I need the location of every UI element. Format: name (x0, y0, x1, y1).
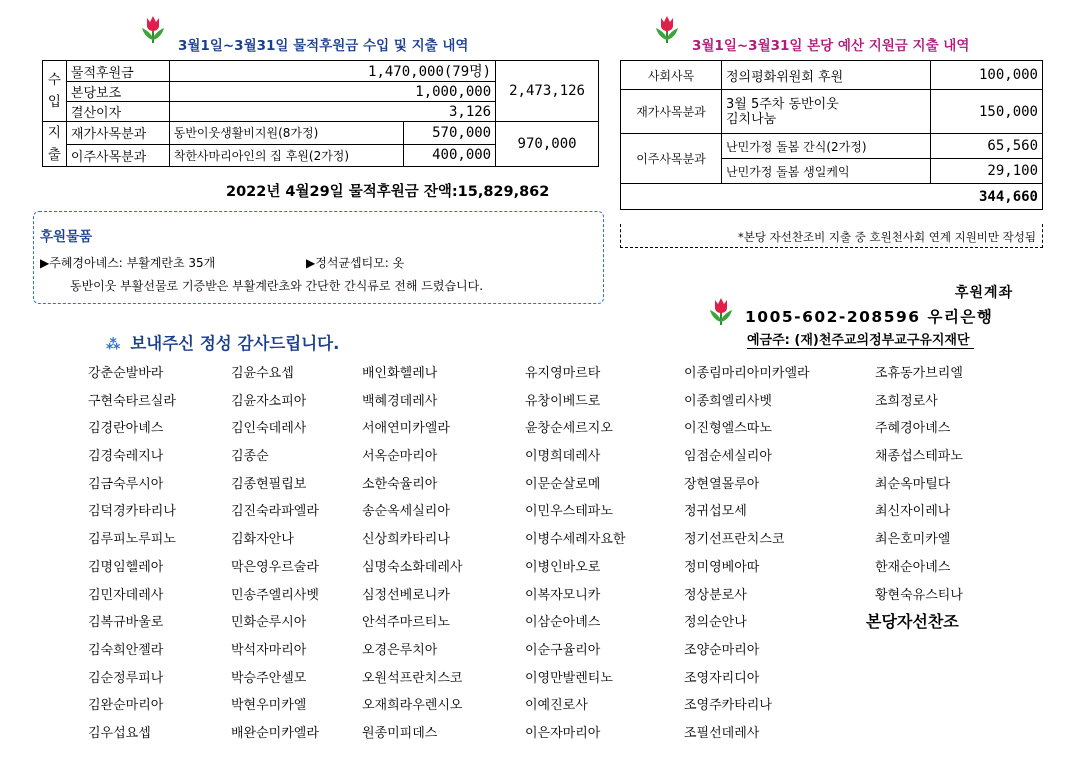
donated-item: ▶주혜경아녜스: 부활계란초 35개 (40, 256, 216, 270)
donor-name: 주혜경아녜스 (875, 421, 951, 437)
expense-label: 지 출 (43, 122, 67, 167)
donor-name: 최은호미카엘 (875, 532, 951, 548)
donor-name: 최순옥마틸다 (875, 476, 951, 492)
donor-name: 이진형엘스따노 (684, 421, 772, 437)
income-amount: 1,000,000 (169, 82, 495, 102)
budget-detail: 정의평화위원회 후원 (722, 61, 931, 90)
budget-detail: 3월 5주차 동반이웃 김치나눔 (722, 90, 931, 134)
income-item: 결산이자 (66, 102, 169, 122)
budget-title: 3월1일~3월31일 본당 예산 지원금 지출 내역 (692, 38, 970, 54)
budget-category: 재가사목분과 (621, 90, 722, 134)
donor-name: 조양순마리아 (684, 642, 760, 658)
donor-name: 박현우미카엘 (231, 698, 307, 714)
donor-name: 조필선데레사 (684, 725, 760, 741)
donor-name: 이예진로사 (525, 698, 588, 714)
donor-name: 정미영베아따 (684, 559, 760, 575)
income-item: 본당보조 (66, 82, 169, 102)
expense-amount: 400,000 (404, 144, 496, 167)
donor-name: 이종희엘리사벳 (684, 393, 772, 409)
donor-name: 임점순세실리아 (684, 449, 772, 465)
donor-name: 이영만발렌티노 (525, 670, 613, 686)
donor-name: 최신자이레나 (875, 504, 951, 520)
expense-detail: 동반이웃생활비지원(8가정) (169, 122, 404, 145)
budget-amount: 100,000 (931, 61, 1043, 90)
expense-dept: 재가사목분과 (66, 122, 169, 145)
income-total: 2,473,126 (496, 61, 599, 122)
donor-name: 정귀섭모세 (684, 504, 747, 520)
budget-category: 이주사목분과 (621, 134, 722, 184)
donor-name: 김경숙레지나 (88, 449, 164, 465)
donated-items-header: 후원물품 (40, 229, 93, 245)
expense-dept: 이주사목분과 (66, 144, 169, 167)
donor-name: 채종섭스테파노 (875, 449, 963, 465)
donor-name: 김명임헬레아 (88, 559, 164, 575)
expense-total: 970,000 (496, 122, 599, 167)
donor-name: 막은영우르술라 (231, 559, 319, 575)
donor-name: 심명숙소화데레사 (362, 559, 463, 575)
account-holder: 예금주: (재)천주교의정부교구유지재단 (747, 329, 974, 349)
donor-name: 백혜경데레사 (362, 393, 438, 409)
donor-name: 김종순 (231, 449, 269, 465)
donor-name: 정기선프란치스코 (684, 532, 785, 548)
budget-amount: 150,000 (931, 90, 1043, 134)
donor-name: 서애연미카엘라 (362, 421, 450, 437)
donor-name: 김인숙데레사 (231, 421, 307, 437)
donor-name: 오경은루치아 (362, 642, 438, 658)
donor-name: 조영자리디아 (684, 670, 760, 686)
donor-name: 배완순미카엘라 (231, 725, 319, 741)
donor-name: 송순옥세실리아 (362, 504, 450, 520)
donor-name: 김루피노루피노 (88, 532, 176, 548)
donor-name: 민화순루시아 (231, 615, 307, 631)
donor-name: 소한숙율리아 (362, 476, 438, 492)
income-item: 물적후원금 (66, 61, 169, 82)
income-amount: 1,470,000(79명) (169, 61, 495, 82)
donor-name: 구현숙타르실라 (88, 393, 176, 409)
donor-name: 이은자마리아 (525, 725, 601, 741)
donor-name: 김민자데레사 (88, 587, 164, 603)
donated-item: ▶정석균셉티모: 옷 (306, 256, 405, 270)
donor-name: 정상분로사 (684, 587, 747, 603)
donor-column (362, 360, 462, 748)
donor-name: 안석주마르티노 (362, 615, 450, 631)
asterism-icon: ⁂ (106, 337, 121, 353)
donor-name: 김숙희안젤라 (88, 642, 164, 658)
income-label: 수 입 (43, 61, 67, 122)
account-label: 후원계좌 (955, 285, 1014, 301)
donor-name: 배인화헬레나 (362, 366, 438, 381)
budget-table (620, 60, 1043, 210)
donor-name: 이병인바오로 (525, 559, 601, 575)
budget-amount: 29,100 (931, 159, 1043, 184)
account-number: 1005-602-208596 우리은행 (745, 308, 994, 326)
budget-detail: 난민가정 돌봄 생일케익 (722, 159, 931, 184)
donated-items-box (33, 211, 604, 304)
donor-name: 조휴동가브리엘 (875, 366, 963, 381)
income-expense-title: 3월1일~3월31일 물적후원금 수입 및 지출 내역 (178, 38, 469, 54)
donor-column (231, 360, 319, 748)
tulip-icon (654, 14, 680, 44)
donor-column (525, 360, 625, 748)
income-amount: 3,126 (169, 102, 495, 122)
donor-name: 박석자마리아 (231, 642, 307, 658)
expense-amount: 570,000 (404, 122, 496, 145)
donor-name: 윤창순세르지오 (525, 421, 613, 437)
donor-name: 이문순살로메 (525, 476, 601, 492)
donor-name: 유지영마르타 (525, 366, 601, 381)
donor-name: 한재순아녜스 (875, 559, 951, 575)
donor-name: 김윤수요셉 (231, 366, 294, 381)
donor-name: 김복규바울로 (88, 615, 164, 631)
donor-name: 장현열몰루아 (684, 476, 760, 492)
donor-name: 김덕경카타리나 (88, 504, 176, 520)
donor-name: 오재희라우렌시오 (362, 698, 463, 714)
donor-name: 김금숙루시아 (88, 476, 164, 492)
donor-name: 박승주안셀모 (231, 670, 307, 686)
donor-name: 이종림마리아미카엘라 (684, 366, 810, 381)
donor-column (875, 360, 963, 609)
donor-name: 이민우스테파노 (525, 504, 613, 520)
donor-name: 신상희카타리나 (362, 532, 450, 548)
donor-name: 황현숙유스티나 (875, 587, 963, 603)
donor-name: 서옥순마리아 (362, 449, 438, 465)
donor-name: 이명희데레사 (525, 449, 601, 465)
budget-note: *본당 자선찬조비 지출 중 호원천사회 연계 지원비만 작성됨 (620, 224, 1043, 248)
income-expense-table (42, 60, 599, 167)
donor-name: 김우섭요셉 (88, 725, 151, 741)
donated-items-note: 동반이웃 부활선물로 기증받은 부활계란초와 간단한 간식류로 전해 드렸습니다. (70, 279, 484, 293)
budget-detail: 난민가정 돌봄 간식(2가정) (722, 134, 931, 159)
donor-name: 유창이베드로 (525, 393, 601, 409)
budget-total: 344,660 (621, 184, 1043, 210)
tulip-icon (708, 296, 734, 326)
donor-column (88, 360, 176, 748)
donor-column (684, 360, 810, 748)
donor-name: 김윤자소피아 (231, 393, 307, 409)
donor-name: 김화자안나 (231, 532, 294, 548)
balance-summary: 2022년 4월29일 물적후원금 잔액:15,829,862 (226, 184, 550, 200)
donor-name: 김종현필립보 (231, 476, 307, 492)
tulip-icon (140, 14, 166, 44)
donor-name: 김진숙라파엘라 (231, 504, 319, 520)
donor-name: 조영주카타리나 (684, 698, 772, 714)
donor-list (88, 360, 1048, 760)
donor-name: 오원석프란치스코 (362, 670, 463, 686)
budget-category: 사회사목 (621, 61, 722, 90)
donor-name: 이삼순아녜스 (525, 615, 601, 631)
donor-name: 조희정로사 (875, 393, 938, 409)
donor-name: 이순구율리아 (525, 642, 601, 658)
donated-items-row (40, 254, 405, 271)
thanks-text: 보내주신 정성 감사드립니다. (130, 334, 340, 353)
donor-name: 이병수세례자요한 (525, 532, 626, 548)
donor-name: 이복자모니카 (525, 587, 601, 603)
expense-detail: 착한사마리아인의 집 후원(2가정) (169, 144, 404, 167)
thanks-heading (106, 330, 339, 354)
donor-name: 김순정루피나 (88, 670, 164, 686)
donor-name: 민송주엘리사벳 (231, 587, 319, 603)
special-donor: 본당자선찬조 (866, 612, 959, 631)
donor-name: 정의순안나 (684, 615, 747, 631)
donor-name: 강춘순발바라 (88, 366, 164, 381)
donor-name: 심정선베로니카 (362, 587, 450, 603)
donor-name: 김경란아녜스 (88, 421, 164, 437)
donor-name: 원종미피데스 (362, 725, 438, 741)
budget-amount: 65,560 (931, 134, 1043, 159)
donor-name: 김완순마리아 (88, 698, 164, 714)
